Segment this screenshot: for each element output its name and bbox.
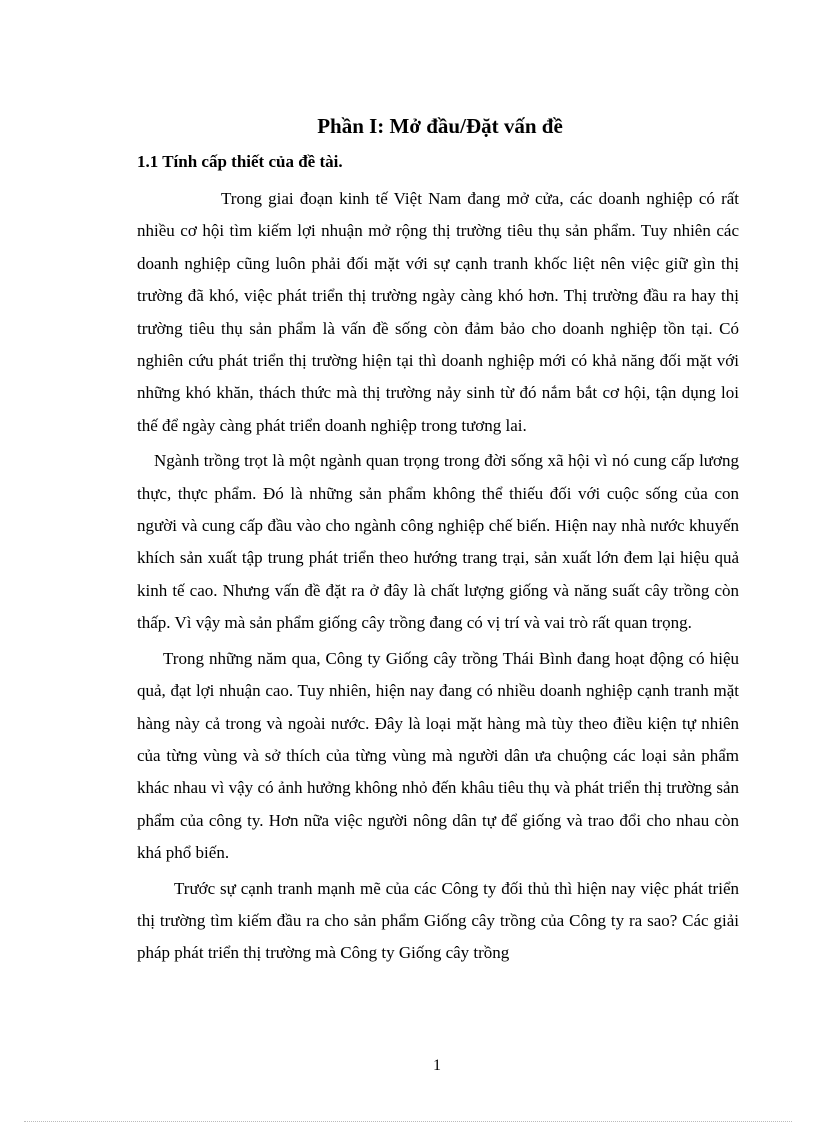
document-body bbox=[137, 183, 739, 973]
paragraph: Trong những năm qua, Công ty Giống cây trồng Thái Bình đang hoạt động có hiệu quả, đạt lợi nhuận cao. Tuy nhiên, hiện nay đang có nhiều doanh nghiệp cạnh tranh mặt hàng này cả trong và ngoài nước. Đây là loại mặt hàng mà tùy theo điều kiện tự nhiên của từng vùng và sở thích của từng vùng mà người dân ưa chuộng các loại sản phẩm khác nhau vì vậy có ảnh hưởng không nhỏ đến khâu tiêu thụ và phát triển thị trường sản phẩm của công ty. Hơn nữa việc người nông dân tự để giống và trao đổi cho nhau còn khá phổ biến. bbox=[137, 648, 739, 863]
page-title: Phần I: Mở đầu/Đặt vấn đề bbox=[317, 114, 563, 138]
page-bottom-border bbox=[24, 1121, 792, 1122]
paragraph: Trong giai đoạn kinh tế Việt Nam đang mở cửa, các doanh nghiệp có rất nhiều cơ hội tìm kiếm lợi nhuận mở rộng thị trường tiêu thụ sản phẩm. Tuy nhiên các doanh nghiệp cũng luôn phải đối mặt với sự cạnh tranh khốc liệt nên việc giữ gìn thị trường đã khó, việc phát triển thị trường ngày càng khó hơn. Thị trường đầu ra hay thị trường tiêu thụ sản phẩm là vấn đề sống còn đảm bảo cho doanh nghiệp tồn tại. Có nghiên cứu phát triển thị trường hiện tại thì doanh nghiệp mới có khả năng đối mặt với những khó khăn, thách thức mà thị trường nảy sinh từ đó nắm bắt cơ hội, tận dụng loi thế để ngày càng phát triển doanh nghiệp trong tương lai. bbox=[137, 189, 739, 435]
section-heading: 1.1 Tính cấp thiết của đề tài. bbox=[137, 152, 343, 171]
paragraph: Ngành trồng trọt là một ngành quan trọng trong đời sống xã hội vì nó cung cấp lương thực, thực phẩm. Đó là những sản phẩm không thể thiếu đối với cuộc sống của con người và cung cấp đầu vào cho ngành công nghiệp chế biến. Hiện nay nhà nước khuyến khích sản xuất tập trung phát triển theo hướng trang trại, sản xuất lớn đem lại hiệu quả kinh tế cao. Nhưng vấn đề đặt ra ở đây là chất lượng giống và năng suất cây trồng còn thấp. Vì vậy mà sản phẩm giống cây trồng đang có vị trí và vai trò rất quan trọng. bbox=[137, 451, 739, 633]
page-number: 1 bbox=[433, 1057, 441, 1074]
paragraph: Trước sự cạnh tranh mạnh mẽ của các Công ty đối thủ thì hiện nay việc phát triển thị trường tìm kiếm đầu ra cho sản phẩm Giống cây trồng của Công ty ra sao? Các giải pháp phát triển thị trường mà Công ty Giống cây trồng bbox=[137, 878, 739, 963]
